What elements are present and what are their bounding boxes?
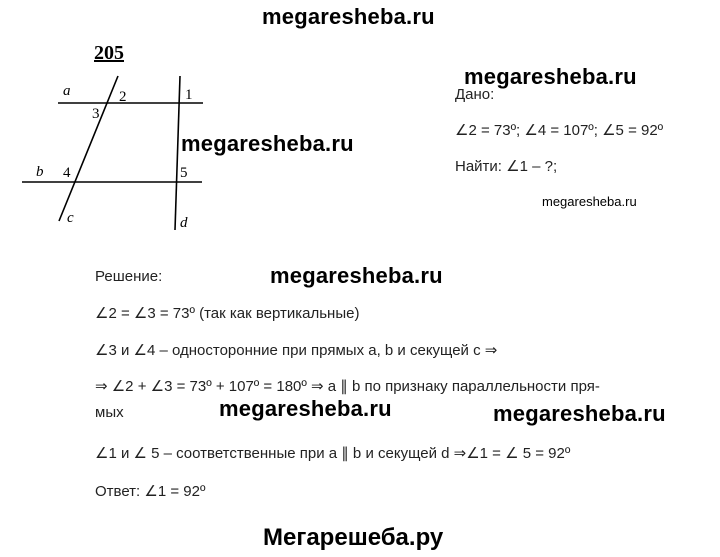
watermark-figure: megaresheba.ru: [181, 131, 354, 156]
given-values: ∠2 = 73º; ∠4 = 107º; ∠5 = 92º: [455, 122, 664, 139]
solution-line-3: ⇒ ∠2 + ∠3 = 73º + 107º = 180º ⇒ a ∥ b по признаку параллельности пря-: [95, 378, 600, 395]
label-angle-1: 1: [185, 87, 193, 103]
label-angle-5: 5: [180, 165, 188, 181]
watermark-bottom: Мегарешеба.ру: [263, 524, 444, 551]
watermark-middle-right: megaresheba.ru: [493, 401, 666, 426]
watermark-small-right: megaresheba.ru: [542, 194, 637, 209]
find-text: Найти: ∠1 – ?;: [455, 158, 558, 175]
watermark-solution: megaresheba.ru: [270, 263, 443, 288]
given-heading: Дано:: [455, 86, 495, 103]
solution-line-3-continued: мых: [95, 404, 124, 421]
label-line-c: c: [67, 210, 74, 226]
solution-heading: Решение:: [95, 268, 163, 285]
label-line-a: a: [63, 83, 71, 99]
solution-line-2: ∠3 и ∠4 – односторонние при прямых a, b и секущей c ⇒: [95, 342, 498, 359]
problem-number: 205: [94, 42, 124, 64]
watermark-top: megaresheba.ru: [262, 4, 435, 29]
label-angle-3: 3: [92, 106, 100, 122]
label-line-b: b: [36, 164, 44, 180]
solution-line-1: ∠2 = ∠3 = 73º (так как вертикальные): [95, 305, 360, 322]
watermark-middle-left: megaresheba.ru: [219, 396, 392, 421]
line-d: [175, 76, 180, 230]
label-angle-4: 4: [63, 165, 71, 181]
label-line-d: d: [180, 215, 188, 231]
watermark-given: megaresheba.ru: [464, 64, 637, 89]
geometry-figure: [0, 70, 240, 240]
answer-text: Ответ: ∠1 = 92º: [95, 483, 206, 500]
label-angle-2: 2: [119, 89, 127, 105]
solution-line-4: ∠1 и ∠ 5 – соответственные при a ∥ b и секущей d ⇒∠1 = ∠ 5 = 92º: [95, 445, 571, 462]
